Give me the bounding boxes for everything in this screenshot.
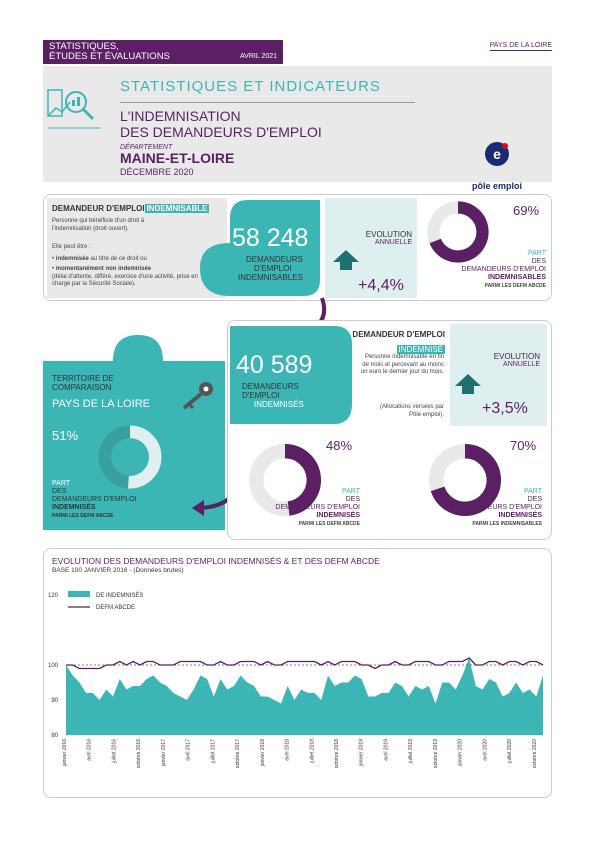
stats-magnifier-icon	[46, 86, 106, 136]
cmp-s-l5: PARMI LES DEFM ABCDE	[52, 513, 114, 519]
cmp-l1: TERRITOIRE DE	[52, 374, 114, 383]
tag-line-1: STATISTIQUES,	[49, 41, 119, 52]
iw-l2: D'EMPLOI	[242, 391, 280, 400]
s3-l2: DES	[527, 496, 542, 503]
x-tick-label: juillet 2017	[210, 739, 217, 763]
cmp-s-l4: INDEMNISÉS	[52, 504, 96, 511]
series-defm-line	[66, 658, 543, 669]
s2-l2: DES	[345, 496, 360, 503]
s2-l5: PARMI LES DEFM ABCDE	[298, 521, 360, 527]
indemnise-value-label	[242, 382, 304, 409]
evo2-l2: ANNUELLE	[503, 361, 540, 368]
logo-text: pôle emploi	[471, 181, 522, 191]
cmp-s-l1: PART	[52, 480, 71, 487]
indemnisable-evo-value: +4,4%	[358, 277, 404, 294]
s3-l3: DEMANDEURS D'EMPLOI	[457, 504, 542, 511]
line-chart	[48, 585, 548, 790]
pole-emploi-logo	[467, 140, 527, 191]
s1-l4: INDEMNISABLES	[488, 274, 546, 281]
indemnise-share1-pct: 48%	[326, 438, 353, 453]
indemnisable-bullet-2: • momentanément non indemnisée (délai d'attente, différé, exercice d'une activité, prise en charge par la Sécurité Sociale).	[52, 266, 198, 287]
indemnisable-desc: Personne qui bénéficie d'un droit à l'indemnisation (droit ouvert).	[52, 218, 145, 232]
x-tick-label: avril 2017	[185, 739, 192, 761]
s1-l3: DEMANDEURS D'EMPLOI	[461, 266, 546, 273]
page-title: STATISTIQUES ET INDICATEURS	[120, 78, 381, 95]
evo1-l2: ANNUELLE	[375, 239, 412, 246]
x-tick-label: avril 2020	[482, 739, 489, 761]
y-tick-label: 90	[51, 698, 58, 704]
indemnisable-value-label	[238, 255, 303, 282]
indemnisable-share-pct: 69%	[513, 203, 540, 218]
indemnisable-title-a: DEMANDEUR D'EMPLOI	[52, 204, 145, 213]
indemnise-evo-label	[480, 352, 540, 368]
legend-label-defm: DEFM ABCDE	[96, 605, 136, 611]
legend-label-de: DE INDEMNISÉS	[96, 593, 144, 599]
bullet1-bold: indemnisée	[55, 256, 89, 262]
indemnise-evo-value: +3,5%	[482, 400, 528, 417]
indemnise-desc-1: Personne indemnisable en fin de mois et percevant au moins un euro le dernier jour du mois.	[360, 354, 444, 375]
chart-subtitle: BASE 100 JANVIER 2016 - (Données brutes)	[52, 567, 184, 574]
up-arrow-icon-2	[455, 374, 481, 399]
x-tick-label: juillet 2016	[111, 739, 118, 763]
indemnise-title-a: DEMANDEUR D'EMPLOI	[352, 330, 445, 339]
indemnisable-evo-label	[362, 230, 412, 246]
publication-tag	[43, 40, 283, 64]
up-arrow-icon	[333, 250, 359, 275]
region-tag: PAYS DE LA LOIRE	[489, 42, 552, 49]
x-tick-label: juillet 2019	[408, 739, 415, 763]
chart-title: EVOLUTION DES DEMANDEURS D'EMPLOI INDEMNISÉS & ET DES DEFM ABCDE	[52, 556, 380, 566]
iw-l1: DEMANDEURS	[242, 382, 299, 391]
iw-l3: INDEMNISÉS	[254, 400, 304, 409]
evo2-l1: EVOLUTION	[493, 352, 540, 361]
indemnise-desc-2: (Allocations versées par Pôle emploi).	[379, 404, 444, 418]
x-tick-label: janvier 2018	[259, 739, 266, 767]
bullet2-rest: (délai d'attente, différé, exercice d'une activité, prise en charge par la Sécurité Sociale).	[52, 273, 198, 287]
comparison-region: PAYS DE LA LOIRE	[52, 398, 151, 410]
bullet1-rest: au titre de ce droit ou	[88, 256, 147, 262]
title-divider	[120, 102, 415, 103]
cmp-s-l3: DEMANDEURS D'EMPLOI	[52, 496, 137, 503]
indemnise-title-b: INDEMNISÉ	[398, 345, 443, 354]
indemnisable-value: 58 248	[232, 224, 309, 252]
indemnise-title	[340, 330, 445, 357]
svg-text:e: e	[493, 146, 501, 162]
x-tick-label: avril 2016	[86, 739, 93, 761]
indemnisable-title-b: INDEMNISABLE	[146, 204, 208, 213]
x-tick-label: janvier 2016	[62, 739, 68, 767]
s3-l1: PART	[523, 488, 542, 495]
cmp-l2: COMPARAISON	[52, 383, 112, 392]
x-tick-label: octobre 2019	[432, 739, 439, 769]
x-tick-label: octobre 2017	[235, 739, 242, 769]
y-tick-label: 120	[48, 593, 58, 599]
x-tick-label: avril 2018	[284, 739, 291, 761]
comparison-share-label	[52, 480, 137, 520]
x-tick-label: avril 2019	[383, 739, 390, 761]
x-tick-label: octobre 2018	[334, 739, 341, 769]
indemnise-value: 40 589	[236, 351, 313, 379]
indemnisable-bullet-1: • indemnisée au titre de ce droit ou	[52, 256, 147, 262]
indemnisable-title	[52, 204, 209, 213]
donut-segment	[128, 432, 155, 482]
s1-l5: PARMI LES DEFM ABCDE	[484, 283, 546, 289]
indemnisable-can-be: Elle peut être :	[52, 244, 91, 250]
iv-l1: DEMANDEURS	[246, 255, 303, 264]
iv-l3: INDEMNISABLES	[238, 273, 303, 282]
iv-l2: D'EMPLOI	[254, 264, 292, 273]
s3-l5: PARMI LES INDEMNISABLES	[472, 521, 542, 527]
x-tick-label: octobre 2016	[136, 739, 143, 769]
page-subtitle	[120, 108, 380, 140]
x-tick-label: janvier 2020	[457, 739, 464, 767]
x-tick-label: juillet 2018	[309, 739, 316, 763]
indemnisable-share-label	[430, 250, 546, 290]
tag-line-2: ÉTUDES ET ÉVALUATIONS	[49, 51, 170, 62]
x-tick-label: janvier 2017	[160, 739, 167, 767]
legend-swatch-de	[68, 591, 90, 597]
dept-label: DÉPARTEMENT	[120, 144, 173, 151]
s2-l3: DEMANDEURS D'EMPLOI	[275, 504, 360, 511]
s1-l2: DES	[531, 258, 546, 265]
dept-date: DÉCEMBRE 2020	[120, 167, 194, 177]
comparison-pct: 51%	[52, 428, 79, 443]
key-icon	[176, 380, 216, 415]
indemnise-share2-label	[432, 488, 542, 528]
tag-date: AVRIL 2021	[240, 53, 277, 60]
y-tick-label: 80	[51, 733, 58, 739]
x-tick-label: octobre 2020	[531, 739, 538, 769]
s1-l1: PART	[527, 250, 546, 257]
subtitle-line-2: DES DEMANDEURS D'EMPLOI	[120, 124, 322, 140]
series-de-indemnises-area	[66, 658, 543, 735]
subtitle-line-1: L'INDEMNISATION	[120, 108, 241, 124]
indemnise-share1-label	[250, 488, 360, 528]
bullet2-bold: momentanément non indemnisée	[55, 266, 152, 272]
cmp-s-l2: DES	[52, 488, 67, 495]
indemnise-share2-pct: 70%	[510, 438, 537, 453]
evo1-l1: EVOLUTION	[365, 230, 412, 239]
x-tick-label: janvier 2019	[358, 739, 365, 767]
comparison-label	[52, 374, 114, 392]
dept-name: MAINE-ET-LOIRE	[120, 150, 235, 166]
y-tick-label: 100	[48, 663, 58, 669]
s3-l4: INDEMNISÉS	[498, 512, 542, 519]
s2-l1: PART	[341, 488, 360, 495]
s2-l4: INDEMNISÉS	[316, 512, 360, 519]
x-tick-label: juillet 2020	[507, 739, 514, 763]
